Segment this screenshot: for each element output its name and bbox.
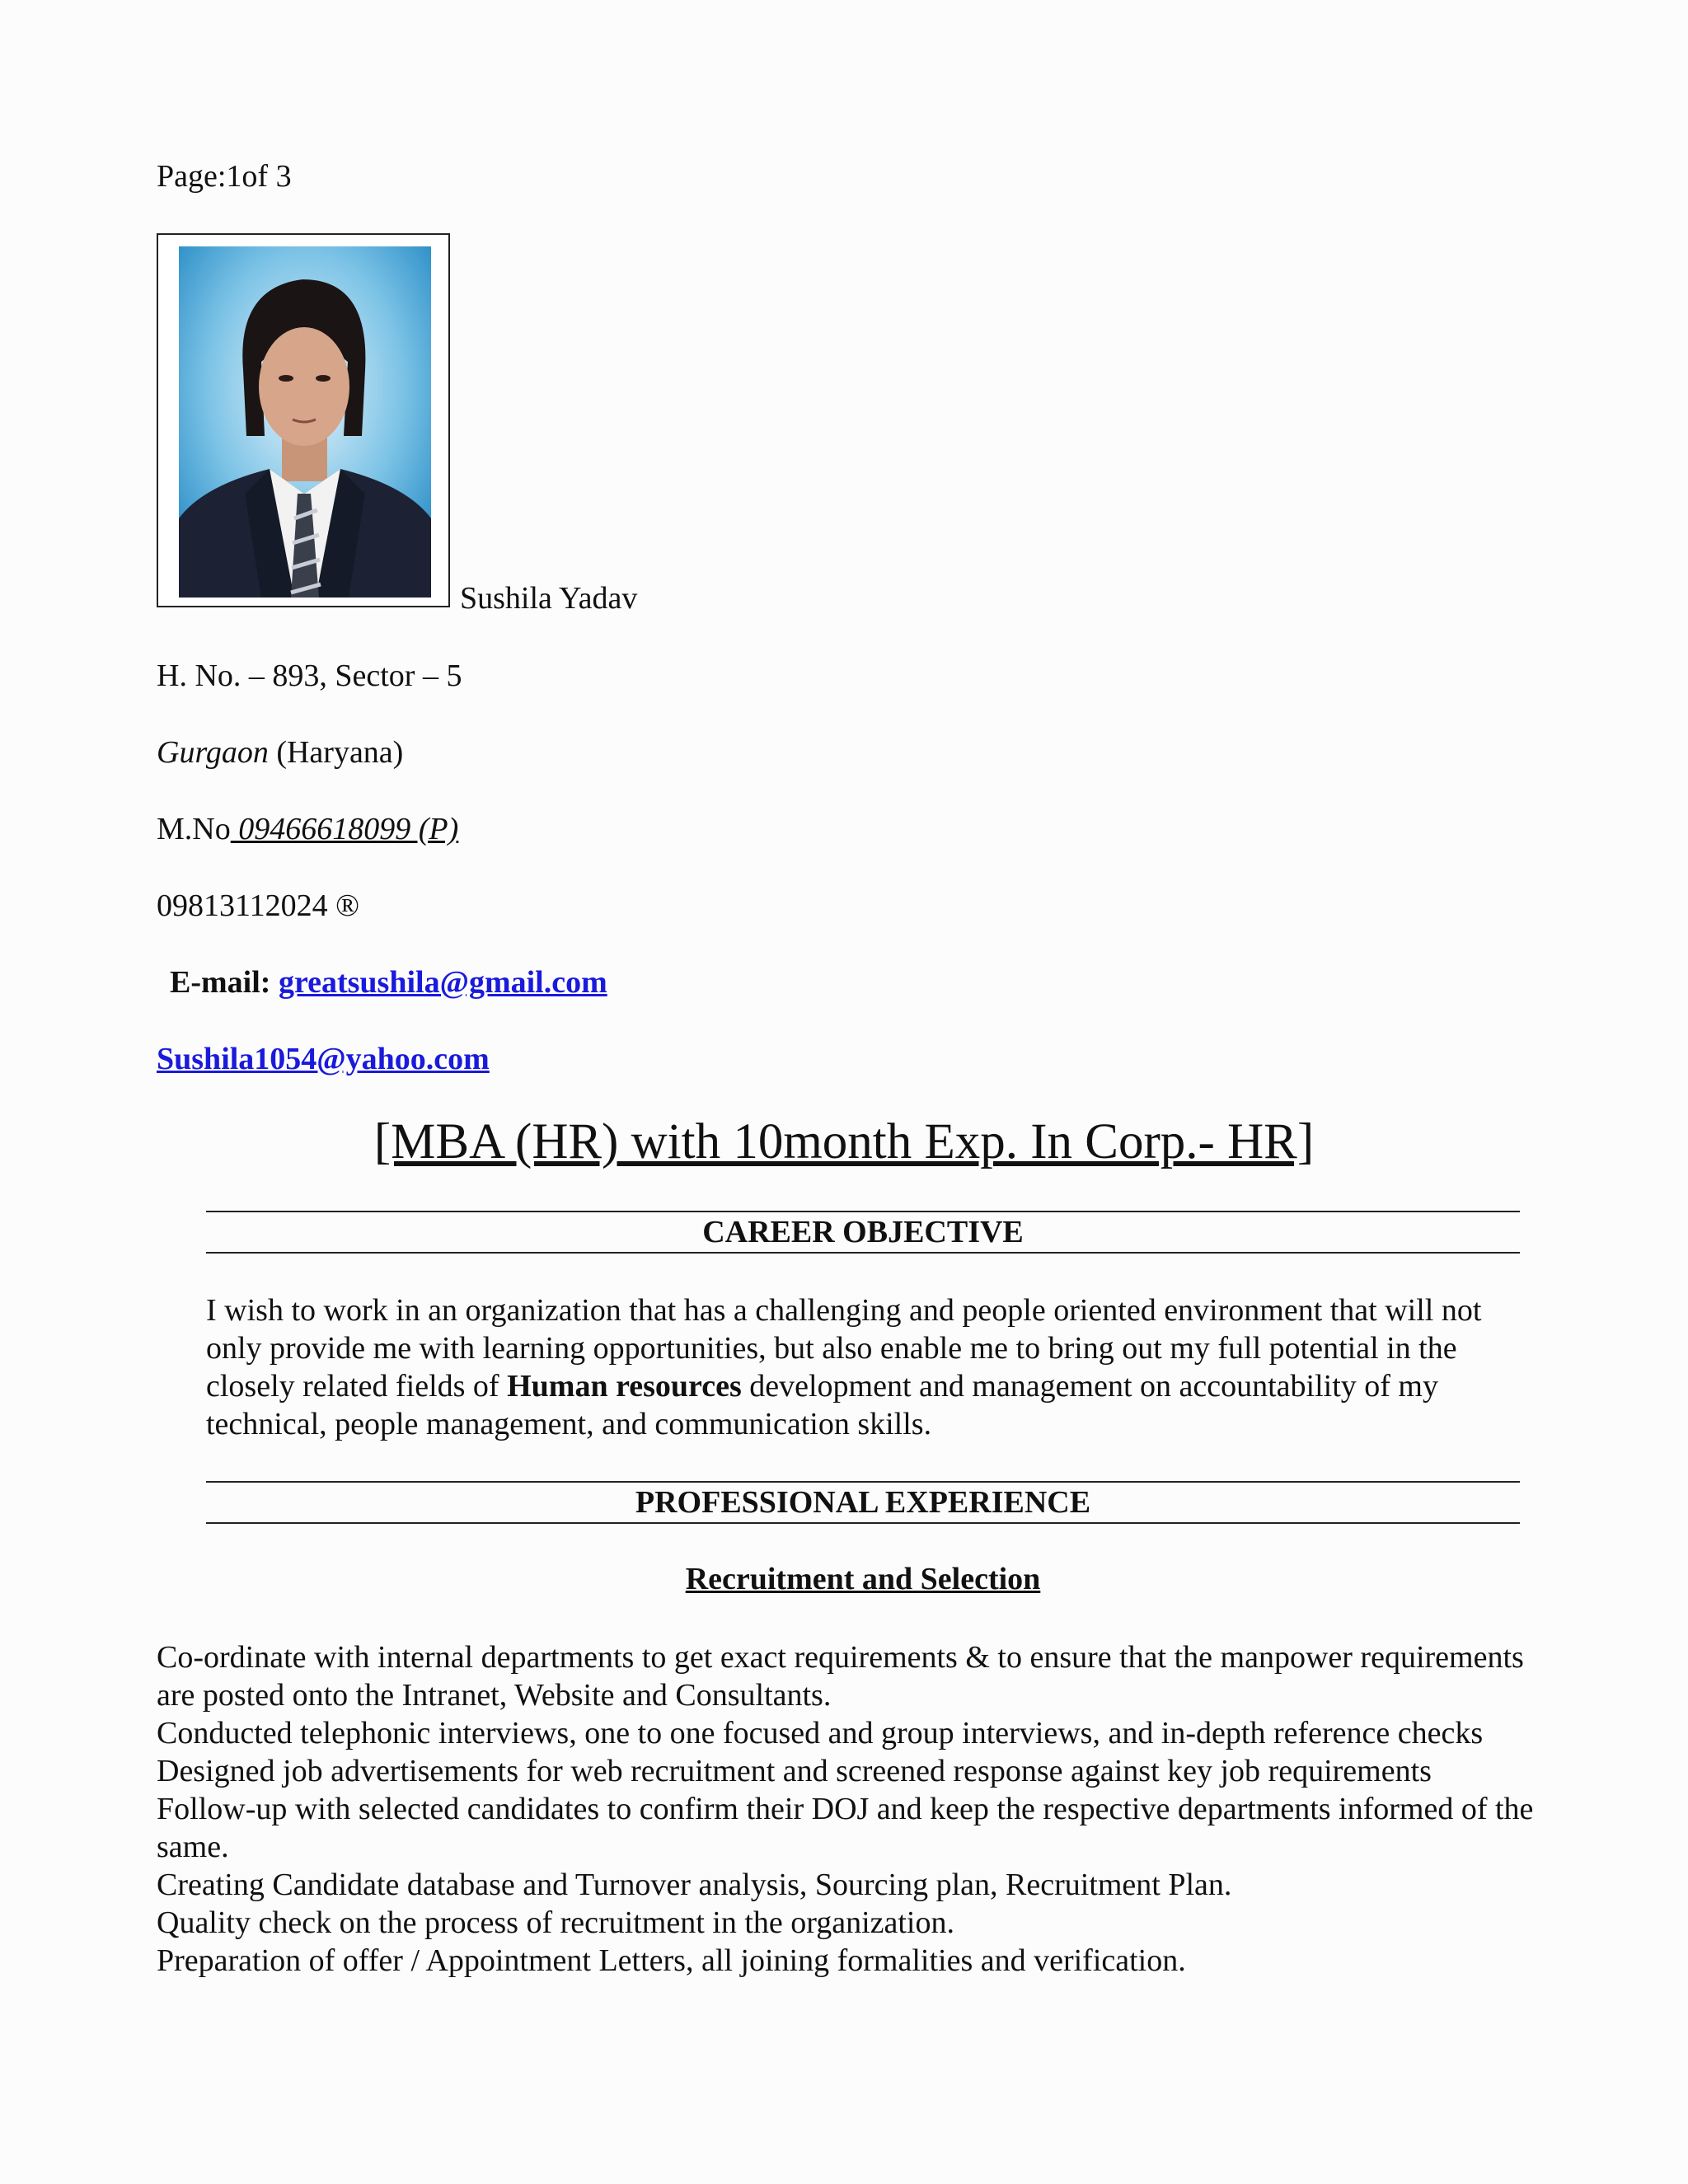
email-label: E-mail: <box>170 965 271 1000</box>
address-line: H. No. – 893, Sector – 5 <box>157 658 462 693</box>
email-row <box>170 963 607 1001</box>
objective-text-part: development and management on accountability of my technical, people management, and communication skills. <box>206 1369 1438 1441</box>
objective-text-part: I wish to work in an organization that has a challenging and people oriented environment that will not only provide me with learning opportunities, but also enable me to bring out my full potential in the closely related fields of <box>206 1293 1482 1404</box>
experience-list <box>157 1638 1558 1980</box>
mobile-number <box>157 810 458 848</box>
list-item: Follow-up with selected candidates to confirm their DOJ and keep the respective departments informed of the same. <box>157 1792 1534 1864</box>
headline-tagline: [MBA (HR) with 10month Exp. In Corp.- HR] <box>373 1114 1315 1169</box>
list-item: Creating Candidate database and Turnover analysis, Sourcing plan, Recruitment Plan. <box>157 1868 1232 1902</box>
list-item: Co-ordinate with internal departments to get exact requirements & to ensure that the manpower requirements are posted onto the Intranet, Website and Consultants. <box>157 1640 1524 1713</box>
page-indicator: Page:1of 3 <box>157 159 292 194</box>
city-state <box>157 733 403 771</box>
mobile-value: 09466618099 (P) <box>230 812 459 846</box>
state: (Haryana) <box>276 735 404 770</box>
divider <box>206 1211 1520 1212</box>
mobile-label: M.No <box>157 812 231 846</box>
residence-phone: 09813112024 ® <box>157 888 359 923</box>
divider <box>206 1522 1520 1524</box>
divider <box>206 1252 1520 1254</box>
professional-experience-heading: PROFESSIONAL EXPERIENCE <box>635 1485 1091 1520</box>
email-secondary-row <box>157 1040 490 1078</box>
email-primary-link[interactable]: greatsushila@gmail.com <box>278 965 607 1000</box>
career-objective-text <box>206 1291 1541 1443</box>
city: Gurgaon <box>157 735 269 770</box>
career-objective-heading: CAREER OBJECTIVE <box>702 1215 1024 1249</box>
list-item: Preparation of offer / Appointment Letters, all joining formalities and verification. <box>157 1943 1186 1978</box>
list-item: Conducted telephonic interviews, one to one focused and group interviews, and in-depth reference checks <box>157 1716 1484 1750</box>
list-item: Designed job advertisements for web recruitment and screened response against key job requirements <box>157 1754 1432 1788</box>
profile-photo <box>157 233 450 607</box>
divider <box>206 1481 1520 1483</box>
email-secondary-link[interactable]: Sushila1054@yahoo.com <box>157 1042 490 1076</box>
candidate-name: Sushila Yadav <box>460 581 638 616</box>
objective-text-bold: Human resources <box>507 1369 742 1404</box>
recruitment-subheading: Recruitment and Selection <box>685 1562 1041 1596</box>
portrait-image <box>179 246 431 598</box>
list-item: Quality check on the process of recruitment in the organization. <box>157 1905 954 1940</box>
